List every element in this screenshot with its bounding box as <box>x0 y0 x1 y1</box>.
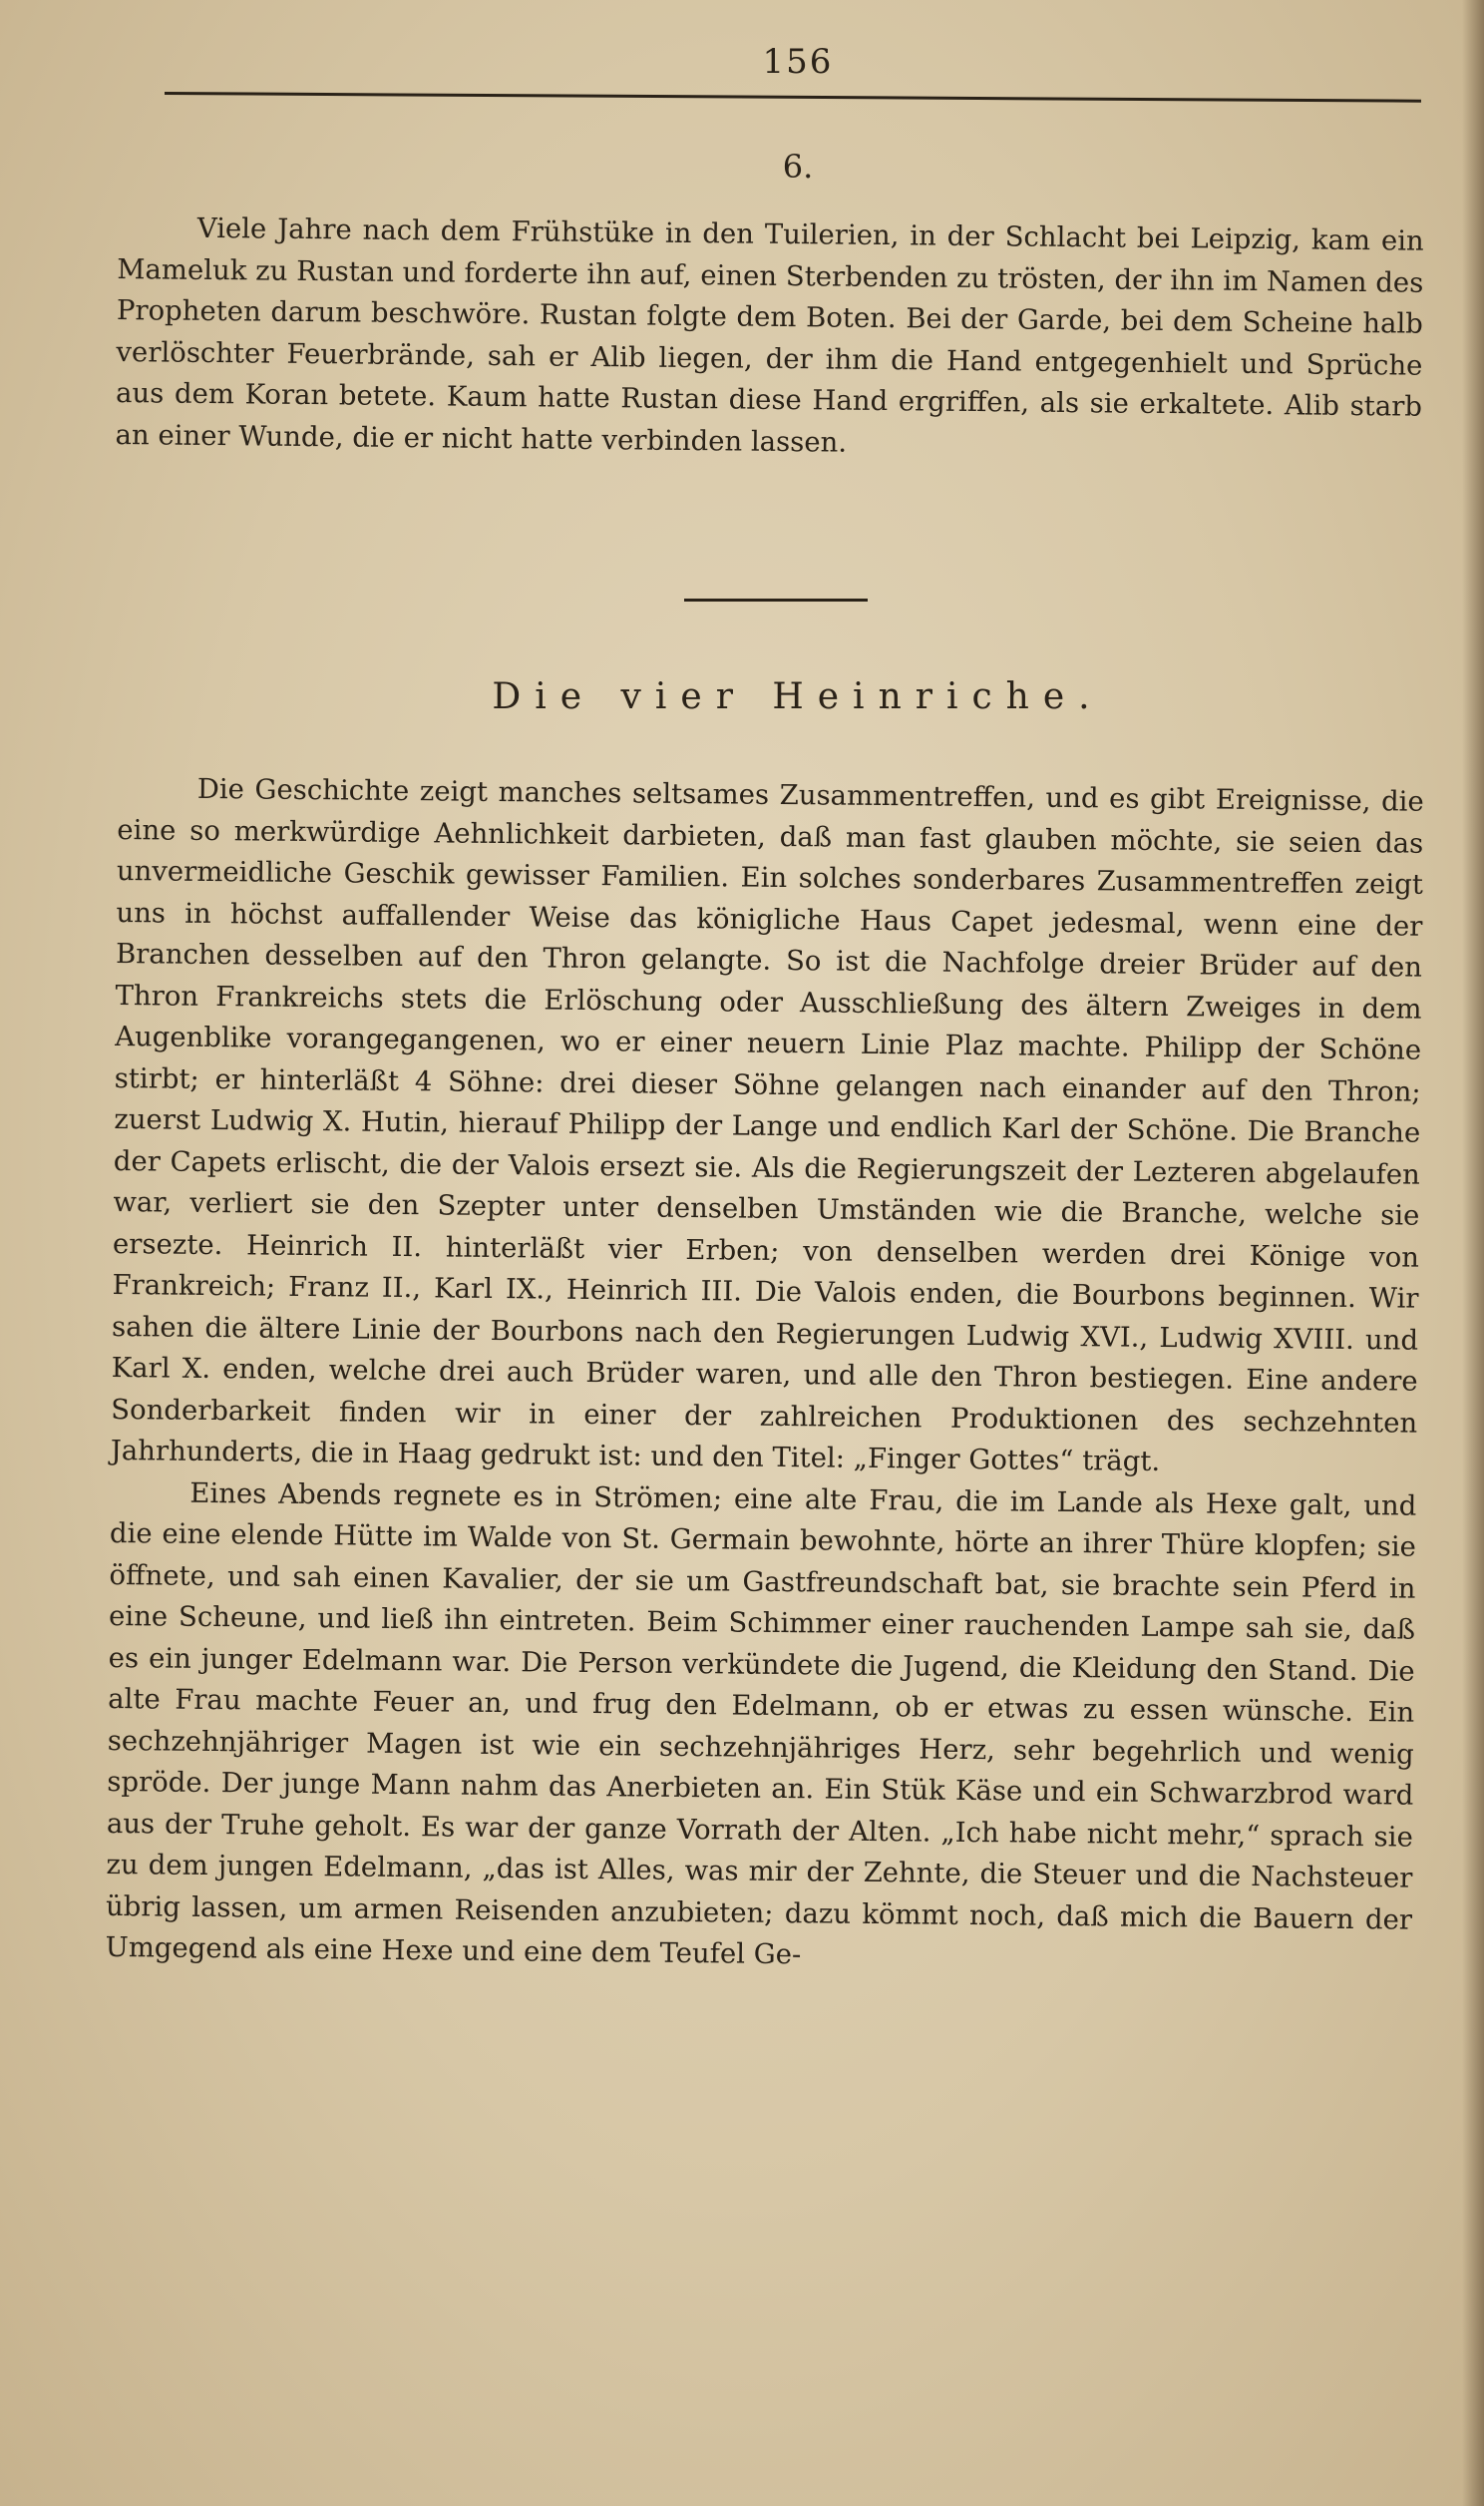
page-edge-shadow <box>1462 0 1484 2506</box>
anecdote-text <box>115 208 1424 470</box>
paragraph: Eines Abends regnete es in Strömen; eine alte Frau, die im Lande als Hexe galt, und die eine elende Hütte im Walde von St. Germain bewohnte, hörte an ihrer Thüre klopfen; sie öffnete, und sah einen Kavalier, der sie um Gastfreundschaft bat, sie brachte sein Pferd in eine Scheune, und ließ ihn eintreten. Beim Schimmer einer rauchenden Lampe sah sie, daß es ein junger Edelmann war. Die Person verkündete die Jugend, die Kleidung den Stand. Die alte Frau machte Feuer an, und frug den Edelmann, ob er etwas zu essen wünsche. Ein sechzehnjähriger Magen ist wie ein sechzehnjähriges Herz, sehr begehrlich und wenig spröde. Der junge Mann nahm das Anerbieten an. Ein Stük Käse und ein Schwarzbrod ward aus der Truhe geholt. Es war der ganze Vorrath der Alten. „Ich habe nicht mehr,“ sprach sie zu dem jungen Edelmann, „das ist Alles, was mir der Zehnte, die Steuer und die Nachsteuer übrig lassen, um armen Reisenden anzubieten; dazu kömmt noch, daß mich die Bauern der Umgegend als eine Hexe und eine dem Teufel Ge- <box>105 1476 1417 1971</box>
section-title: Die vier Heinriche. <box>492 676 1104 717</box>
paragraph: Die Geschichte zeigt manches seltsames Zusammentreffen, und es gibt Ereignisse, die eine so merkwürdige Aehnlichkeit darbieten, daß man fast glauben möchte, sie seien das unvermeidliche Geschik gewisser Familien. Ein solches sonderbares Zusammentreffen zeigt uns in höchst auffallender Weise das königliche Haus Capet jedesmal, wenn eine der Branchen desselben auf den Thron gelangte. So ist die Nachfolge dreier Brüder auf den Thron Frankreichs stets die Erlöschung oder Ausschließung des ältern Zweiges in dem Augenblike vorangegangenen, wo er einer neuern Linie Plaz machte. Philipp der Schöne stirbt; er hinterläßt 4 Söhne: drei dieser Söhne gelangen nach einander auf den Thron; zuerst Ludwig X. Hutin, hierauf Philipp der Lange und endlich Karl der Schöne. Die Branche der Capets erlischt, die der Valois ersezt sie. Als die Regierungszeit der Lezteren abgelaufen war, verliert sie den Szepter unter denselben Umständen wie die Branche, welche sie ersezte. Heinrich II. hinterläßt vier Erben; von denselben werden drei Könige von Frankreich; Franz II., Karl IX., Heinrich III. Die Valois enden, die Bourbons beginnen. Wir sahen die ältere Linie der Bourbons nach den Regierungen Ludwig XVI., Ludwig XVIII. und Karl X. enden, welche drei auch Brüder waren, und alle den Thron bestiegen. Eine andere Sonderbarkeit finden wir in einer der zahlreichen Produktionen des sechzehnten Jahrhunderts, die in Haag gedrukt ist: und den Titel: „Finger Gottes“ trägt. <box>110 772 1424 1477</box>
section-number: 6. <box>782 148 814 186</box>
article-text <box>105 768 1424 1982</box>
page-number: 156 <box>762 42 834 82</box>
header-rule <box>165 92 1421 103</box>
section-separator <box>684 599 868 602</box>
paragraph: Viele Jahre nach dem Frühstüke in den Tuilerien, in der Schlacht bei Leipzig, kam ein Mameluk zu Rustan und forderte ihn auf, einen Sterbenden zu trösten, der ihn im Namen des Propheten darum beschwöre. Rustan folgte dem Boten. Bei der Garde, bei dem Scheine halb verlöschter Feuerbrände, sah er Alib liegen, der ihm die Hand entgegenhielt und Sprüche aus dem Koran betete. Kaum hatte Rustan diese Hand ergriffen, als sie erkaltete. Alib starb an einer Wunde, die er nicht hatte verbinden lassen. <box>115 211 1424 459</box>
